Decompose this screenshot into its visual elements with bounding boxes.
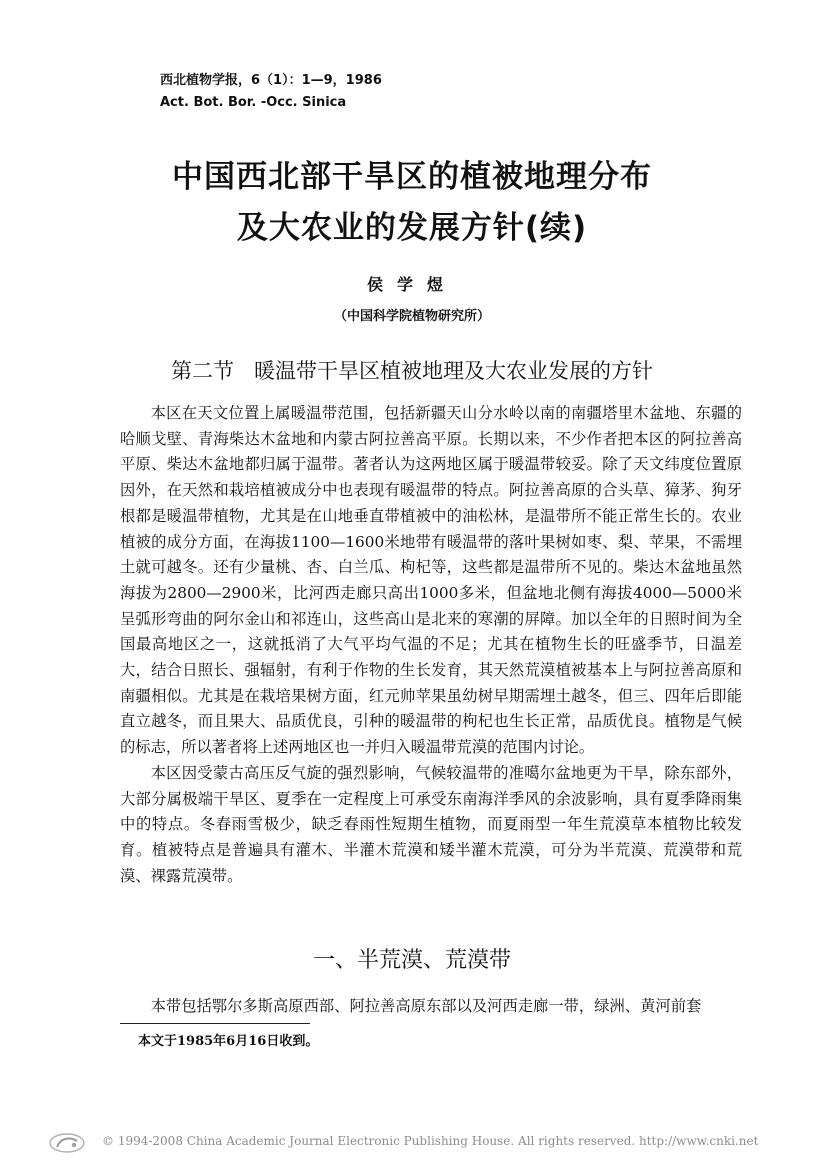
body-paragraph-3: 本带包括鄂尔多斯高原西部、阿拉善高原东部以及河西走廊一带，绿洲、黄河前套 xyxy=(150,997,702,1015)
paper-title-line-2: 及大农业的发展方针(续) xyxy=(236,210,588,246)
author-name: 侯学煜 xyxy=(366,275,457,294)
section-heading xyxy=(0,355,824,385)
section-title: 暖温带干旱区植被地理及大农业发展的方针 xyxy=(254,359,653,383)
body-paragraph-1: 本区在天文位置上属暖温带范围，包括新疆天山分水岭以南的南疆塔里木盆地、东疆的哈顺戈壁、青海柴达木盆地和内蒙古阿拉善高平原。长期以来，不少作者把本区的阿拉善高平原、柴达木盆地都归属于温带。著者认为这两地区属于暖温带较妥。除了天文纬度位置原因外，在天然和栽培植被成分中也表现有暖温带的特点。阿拉善高原的合头草、獐茅、狗牙根都是暖温带植物，尤其是在山地垂直带植被中的油松林，是温带所不能正常生长的。农业植被的成分方面，在海拔1100—1600米地带有暖温带的落叶果树如枣、梨、苹果，不需埋土就可越冬。还有少量桃、杏、白兰瓜、枸杞等，这些都是温带所不见的。柴达木盆地虽然海拔为2800—2900米，比河西走廊只高出1000多米，但盆地北侧有海拔4000—5000米呈弧形弯曲的阿尔金山和祁连山，这些高山是北来的寒潮的屏障。加以全年的日照时间为全国最高地区之一，这就抵消了大气平均气温的不足；尤其在植物生长的旺盛季节，日温差大，结合日照长、强辐射，有利于作物的生长发育，其天然荒漠植被基本上与阿拉善高原和南疆相似。尤其是在栽培果树方面，红元帅苹果虽幼树早期需埋土越冬，但三、四年后即能直立越冬，而且果大、品质优良，引种的暖温带的枸杞也生长正常，品质优良。植物是气候的标志，所以著者将上述两地区也一并归入暖温带荒漠的范围内讨论。 xyxy=(120,404,742,757)
footnote-divider xyxy=(120,1023,310,1024)
journal-citation-chinese: 西北植物学报，6（1）：1—9，1986 xyxy=(160,73,382,88)
journal-citation xyxy=(160,70,382,114)
body-text xyxy=(120,401,742,889)
author-affiliation: （中国科学院植物研究所） xyxy=(333,309,490,324)
subsection-heading: 一、半荒漠、荒漠带 xyxy=(312,948,511,973)
journal-citation-latin: Act. Bot. Bor. -Occ. Sinica xyxy=(160,95,347,110)
cnki-logo-icon xyxy=(48,1132,86,1154)
paper-title-line-1: 中国西北部干旱区的植被地理分布 xyxy=(172,159,652,195)
section-number: 第二节 xyxy=(171,359,234,383)
page-footer xyxy=(38,1130,798,1156)
paper-title xyxy=(0,152,824,254)
received-date-footnote: 本文于1985年6月16日收到。 xyxy=(138,1034,319,1049)
body-paragraph-2: 本区因受蒙古高压反气旋的强烈影响，气候较温带的准噶尔盆地更为干旱，除东部外，大部分属极端干旱区、夏季在一定程度上可承受东南海洋季风的余波影响，具有夏季降雨集中的特点。冬春雨雪极少，缺乏春雨性短期生植物，而夏雨型一年生荒漠草本植物比较发育。植被特点是普遍具有灌木、半灌木荒漠和矮半灌木荒漠，可分为半荒漠、荒漠带和荒漠、裸露荒漠带。 xyxy=(120,763,742,885)
footer-copyright: © 1994-2008 China Academic Journal Electronic Publishing House. All rights reserved. http://www.cnki.net xyxy=(102,1134,759,1148)
